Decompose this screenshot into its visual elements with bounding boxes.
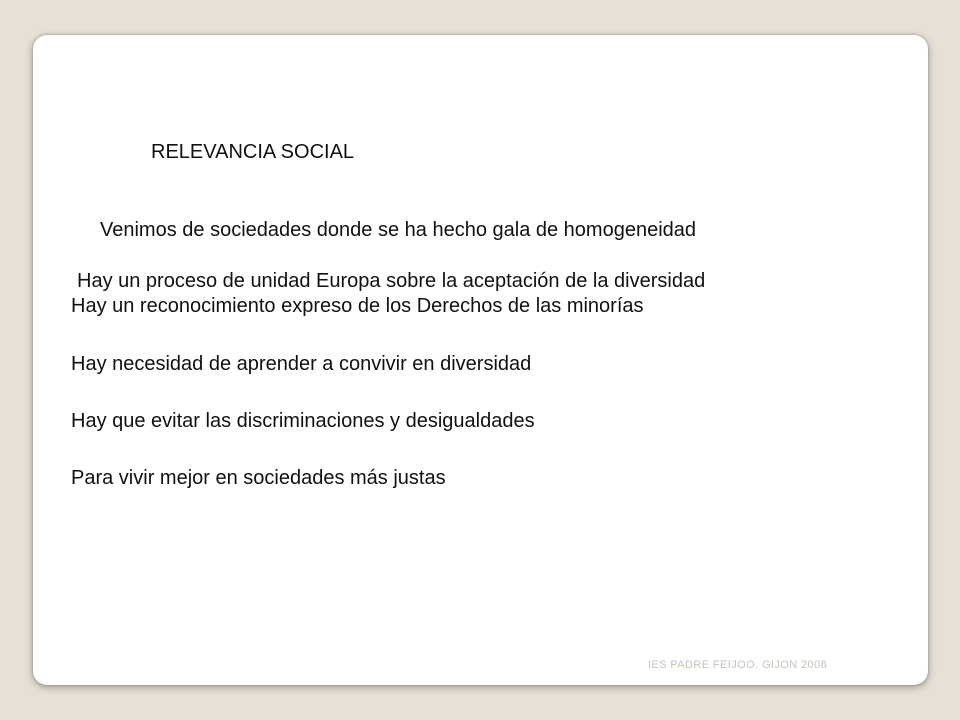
slide-line-derechos-minorias: Hay un reconocimiento expreso de los Derechos de las minorías <box>71 295 644 317</box>
slide-line-convivir: Hay necesidad de aprender a convivir en diversidad <box>71 353 532 375</box>
slide-line-sociedades-justas: Para vivir mejor en sociedades más justas <box>71 467 446 489</box>
slide-footer: IES PADRE FEIJOO. GIJON 2008 <box>648 659 828 671</box>
slide-title: RELEVANCIA SOCIAL <box>151 141 355 163</box>
slide-line-unidad-europa: Hay un proceso de unidad Europa sobre la aceptación de la diversidad <box>77 270 706 292</box>
slide-line-homogeneidad: Venimos de sociedades donde se ha hecho gala de homogeneidad <box>100 219 697 241</box>
slide-line-discriminaciones: Hay que evitar las discriminaciones y desigualdades <box>71 410 535 432</box>
